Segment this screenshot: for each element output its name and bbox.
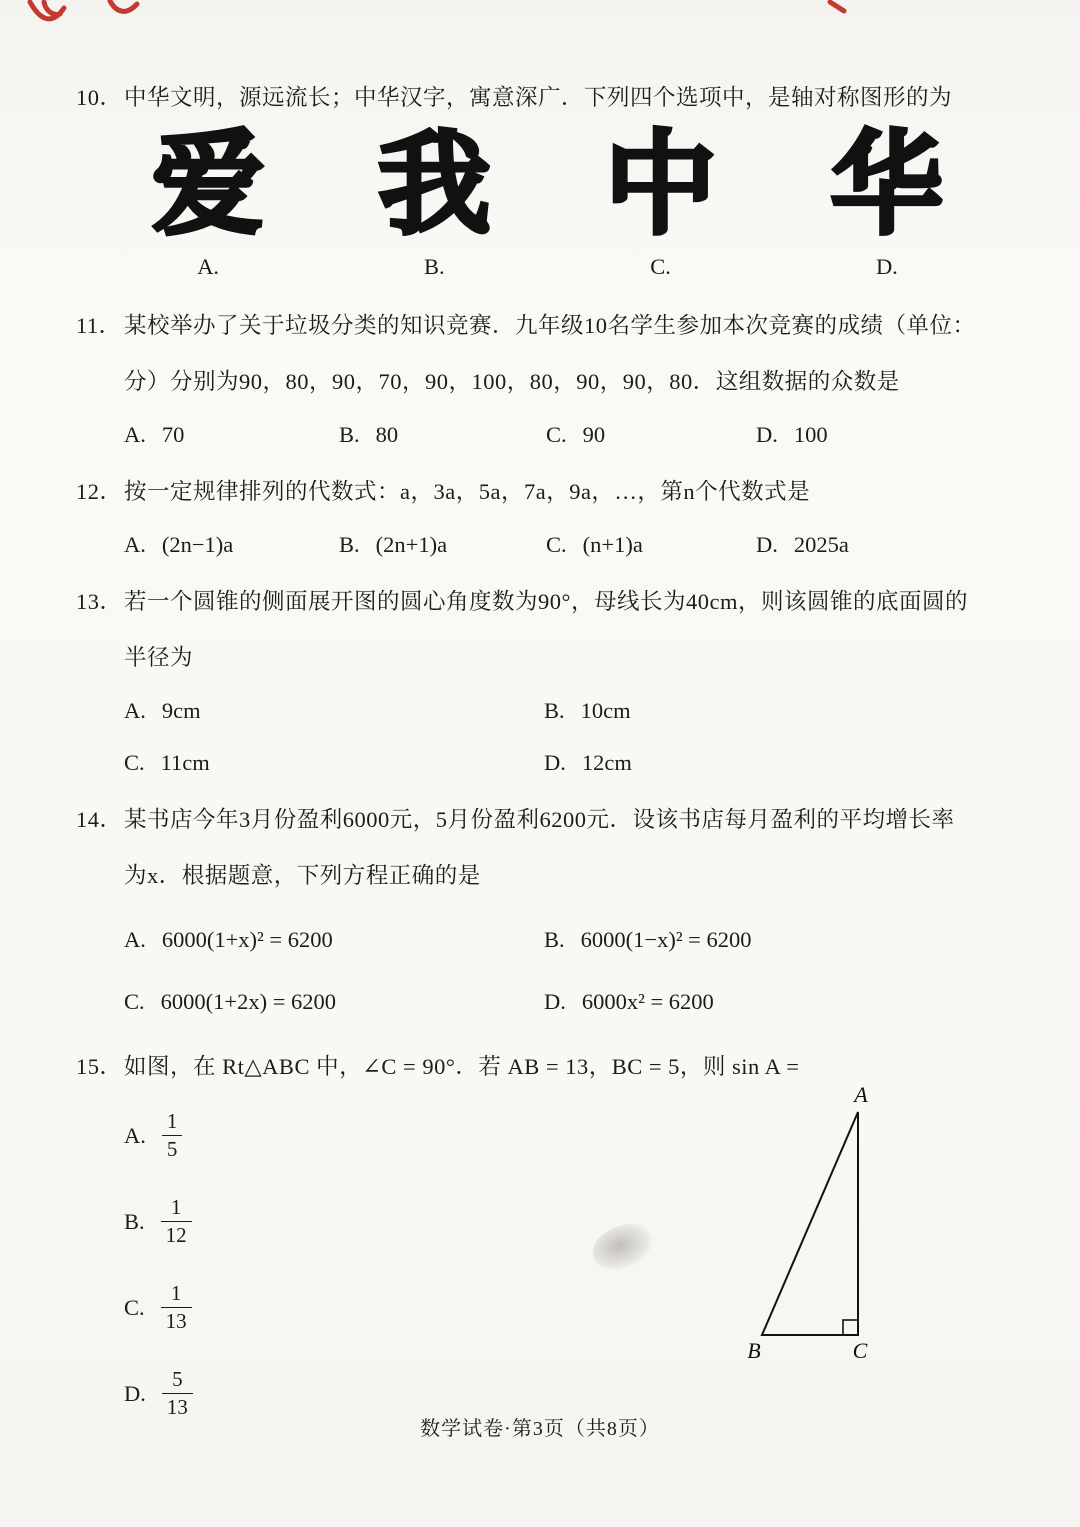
red-pen-mark [830,2,844,11]
option-d: D. 12cm [544,750,632,776]
q13-options-row1 [0,698,1080,724]
question-number: 13． [76,589,123,615]
option-value: 9cm [161,698,201,724]
option-value: 12cm [581,750,632,776]
question-text-line2: 半径为 [124,645,194,671]
option-d: D. 6000x² = 6200 [544,988,714,1014]
option-glyph: 中 [604,122,717,248]
question-11-stem [0,312,1080,340]
option-c [548,122,774,280]
option-equation: 6000x² = 6200 [581,988,714,1014]
option-a: A. 6000(1+x)² = 6200 [124,926,333,952]
red-pen-mark [30,2,64,19]
question-text-line2: 分）分别为90，80，90，70，90，100，80，90，90，80．这组数据的众数是 [124,368,900,394]
option-glyph: 华 [830,122,943,248]
option-label: D. [875,253,898,279]
option-b [321,122,547,280]
question-15 [0,1053,1080,1425]
fraction: $\frac{1}{5}$ [162,1110,183,1161]
question-text: 按一定规律排列的代数式：a，3a，5a，7a，9a，…，第n个代数式是 [124,478,811,504]
option-glyph: 我 [378,122,491,248]
option-a: A. 70 [124,421,185,447]
question-10 [0,84,1080,280]
option-c: C. $\frac{1}{13}$ [0,1277,1080,1339]
vertex-label-a: A [854,1082,868,1107]
option-a: A. $\frac{1}{5}$ [0,1105,1080,1167]
question-text-line1: 某校举办了关于垃圾分类的知识竞赛．九年级10名学生参加本次竞赛的成绩（单位： [124,312,976,338]
question-number: 11． [76,312,122,338]
option-value: 11cm [160,750,210,776]
option-equation: 6000(1−x)² = 6200 [580,926,752,952]
red-pen-mark [110,1,137,11]
option-a [95,122,321,280]
option-d: D. $\frac{5}{13}$ [0,1363,1080,1425]
question-11 [0,312,1080,448]
option-c: C. 11cm [124,750,210,776]
option-b: B. 80 [339,421,399,447]
option-label: C. [650,253,671,279]
option-equation: 6000(1+x)² = 6200 [161,926,333,952]
right-triangle-figure [730,1080,905,1365]
q13-options-row2 [0,750,1080,776]
question-12-stem [0,478,1080,506]
question-text-line1: 某书店今年3月份盈利6000元，5月份盈利6200元．设该书店每月盈利的平均增长率 [124,807,955,833]
option-value: 90 [582,421,606,447]
option-b: B. 6000(1−x)² = 6200 [544,926,752,952]
question-12 [0,478,1080,558]
question-text-line2: 为x．根据题意，下列方程正确的是 [124,863,481,889]
option-label: A. [197,253,220,279]
option-b: B. $\frac{1}{12}$ [0,1191,1080,1253]
option-equation: 6000(1+2x) = 6200 [160,988,337,1014]
q12-options [0,532,1080,558]
right-angle-mark [843,1320,858,1335]
option-value: 80 [375,421,399,447]
red-pen-marks [0,0,1080,42]
option-label: B. [424,253,445,279]
vertex-label-b: B [747,1338,761,1363]
option-b: B. 10cm [544,698,631,724]
question-number: 15． [76,1053,123,1079]
option-b: B. (2n+1)a [339,532,448,558]
option-a: A. (2n−1)a [124,532,234,558]
option-a: A. 9cm [124,698,201,724]
fraction: $\frac{1}{12}$ [161,1196,192,1247]
option-d: D. 2025a [756,532,849,558]
option-value: 100 [793,421,828,447]
vertex-label-c: C [852,1338,868,1363]
question-10-stem [0,84,1080,112]
q14-options-row1 [0,927,1080,953]
option-value: (2n+1)a [375,532,448,558]
option-d: D. 100 [756,421,828,447]
triangle-outline [762,1112,858,1335]
option-c: C. (n+1)a [546,532,643,558]
q11-options [0,422,1080,448]
page-footer: 数学试卷·第3页（共8页） [420,1418,660,1440]
option-value: (2n−1)a [161,532,234,558]
option-value: 70 [161,421,185,447]
fraction: $\frac{1}{13}$ [161,1282,192,1333]
question-13 [0,588,1080,776]
option-value: 2025a [793,532,849,558]
question-14 [0,806,1080,1014]
question-15-stem [0,1053,1080,1081]
option-c: C. 6000(1+2x) = 6200 [124,988,337,1014]
option-d [774,122,1000,280]
question-text-line1: 若一个圆锥的侧面展开图的圆心角度数为90°，母线长为40cm，则该圆锥的底面圆的 [124,589,968,615]
question-number: 10． [76,85,123,110]
question-number: 12． [76,478,123,504]
option-c: C. 90 [546,421,606,447]
question-13-stem [0,588,1080,616]
option-glyph: 爱 [152,122,265,248]
question-text: 如图，在 Rt△ABC 中，∠C = 90°．若 AB = 13，BC = 5，则 sin A = [124,1053,800,1079]
q10-glyph-options [0,122,1080,280]
option-value: (n+1)a [582,532,643,558]
q14-options-row2 [0,989,1080,1015]
question-text: 中华文明，源远流长；中华汉字，寓意深广．下列四个选项中，是轴对称图形的为 [124,85,953,110]
fraction: $\frac{5}{13}$ [162,1368,193,1419]
question-number: 14． [76,807,123,833]
option-value: 10cm [580,698,631,724]
question-14-stem [0,806,1080,834]
